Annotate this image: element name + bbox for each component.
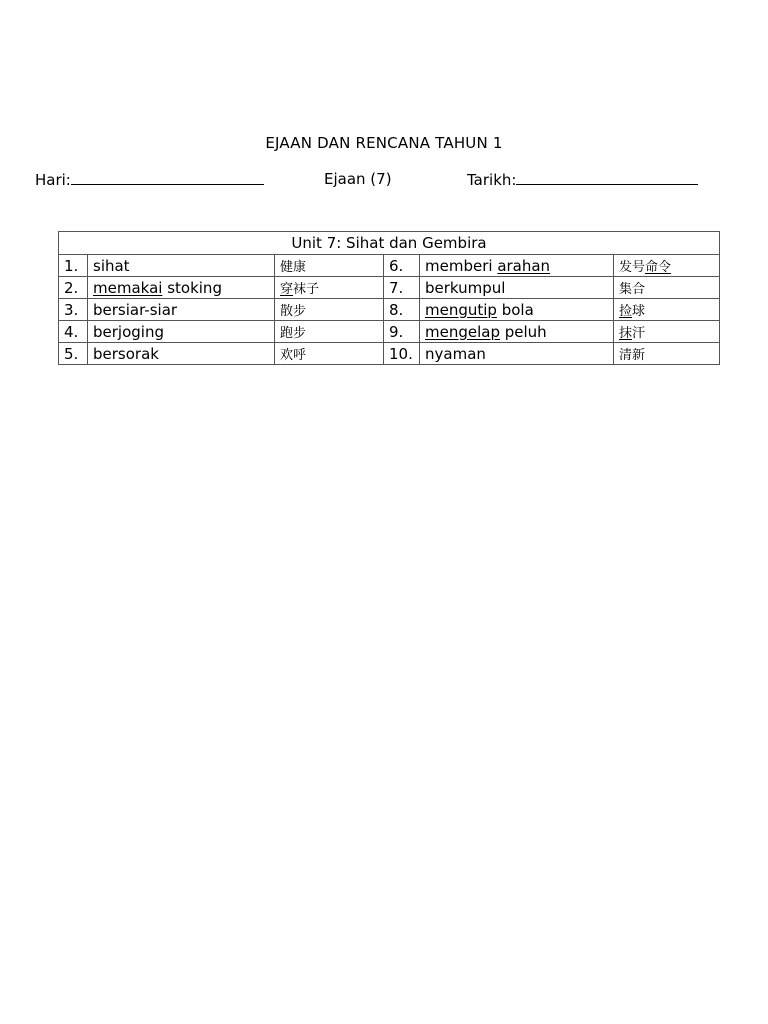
item-number: 2. (59, 277, 88, 299)
item-number: 7. (384, 277, 420, 299)
underlined-part: 抹 (619, 326, 633, 341)
chinese-meaning (614, 343, 720, 365)
word-part: berkumpul (425, 278, 506, 297)
chinese-meaning (275, 343, 384, 365)
meaning-part: 集合 (619, 282, 646, 297)
word-part: bersiar-siar (93, 300, 178, 319)
item-number: 4. (59, 321, 88, 343)
tarikh-blank-line[interactable] (516, 170, 698, 185)
chinese-meaning (275, 299, 384, 321)
malay-word (420, 343, 614, 365)
spelling-table (58, 231, 720, 365)
word-part: sihat (93, 256, 130, 275)
item-number: 5. (59, 343, 88, 365)
hari-label: Hari: (35, 171, 71, 189)
unit-title-row (59, 232, 720, 255)
underlined-part: 命令 (645, 260, 672, 275)
chinese-meaning (614, 321, 720, 343)
unit-title: Unit 7: Sihat dan Gembira (59, 232, 720, 255)
underlined-part: 穿 (280, 282, 294, 297)
item-number: 1. (59, 255, 88, 277)
hari-blank-line[interactable] (71, 170, 264, 185)
malay-word (88, 321, 275, 343)
chinese-meaning (275, 255, 384, 277)
tarikh-field (467, 170, 698, 189)
chinese-meaning (275, 277, 384, 299)
meaning-part: 袜子 (293, 282, 320, 297)
word-part: memberi (425, 256, 498, 275)
chinese-meaning (614, 255, 720, 277)
underlined-part: mengelap (425, 322, 500, 341)
malay-word (88, 343, 275, 365)
item-number: 10. (384, 343, 420, 365)
table-row (59, 255, 720, 277)
malay-word (88, 277, 275, 299)
word-part: bersorak (93, 344, 159, 363)
meaning-part: 健康 (280, 260, 307, 275)
malay-word (420, 299, 614, 321)
word-part: bola (496, 300, 534, 319)
tarikh-label: Tarikh: (467, 171, 517, 189)
table-row (59, 277, 720, 299)
malay-word (420, 277, 614, 299)
underlined-part: memakai (93, 278, 163, 297)
chinese-meaning (275, 321, 384, 343)
malay-word (420, 321, 614, 343)
item-number: 6. (384, 255, 420, 277)
underlined-part: arahan (497, 256, 551, 275)
meaning-part: 球 (632, 304, 646, 319)
chinese-meaning (614, 299, 720, 321)
meaning-part: 跑步 (280, 326, 307, 341)
item-number: 8. (384, 299, 420, 321)
word-part: peluh (499, 322, 547, 341)
malay-word (88, 299, 275, 321)
malay-word (88, 255, 275, 277)
meaning-part: 散步 (280, 304, 307, 319)
page-title: EJAAN DAN RENCANA TAHUN 1 (265, 134, 503, 152)
underlined-part: mengutip (425, 300, 497, 319)
item-number: 3. (59, 299, 88, 321)
item-number: 9. (384, 321, 420, 343)
meaning-part: 发号 (619, 260, 646, 275)
word-part: nyaman (425, 344, 486, 363)
table-row (59, 321, 720, 343)
word-part: stoking (162, 278, 222, 297)
word-part: berjoging (93, 322, 164, 341)
ejaan-label: Ejaan (7) (324, 170, 392, 188)
malay-word (420, 255, 614, 277)
meaning-part: 清新 (619, 348, 646, 363)
chinese-meaning (614, 277, 720, 299)
table-row (59, 343, 720, 365)
underlined-part: 捡 (619, 304, 633, 319)
hari-field (35, 170, 264, 189)
table-row (59, 299, 720, 321)
meaning-part: 欢呼 (280, 348, 307, 363)
meaning-part: 汗 (632, 326, 646, 341)
